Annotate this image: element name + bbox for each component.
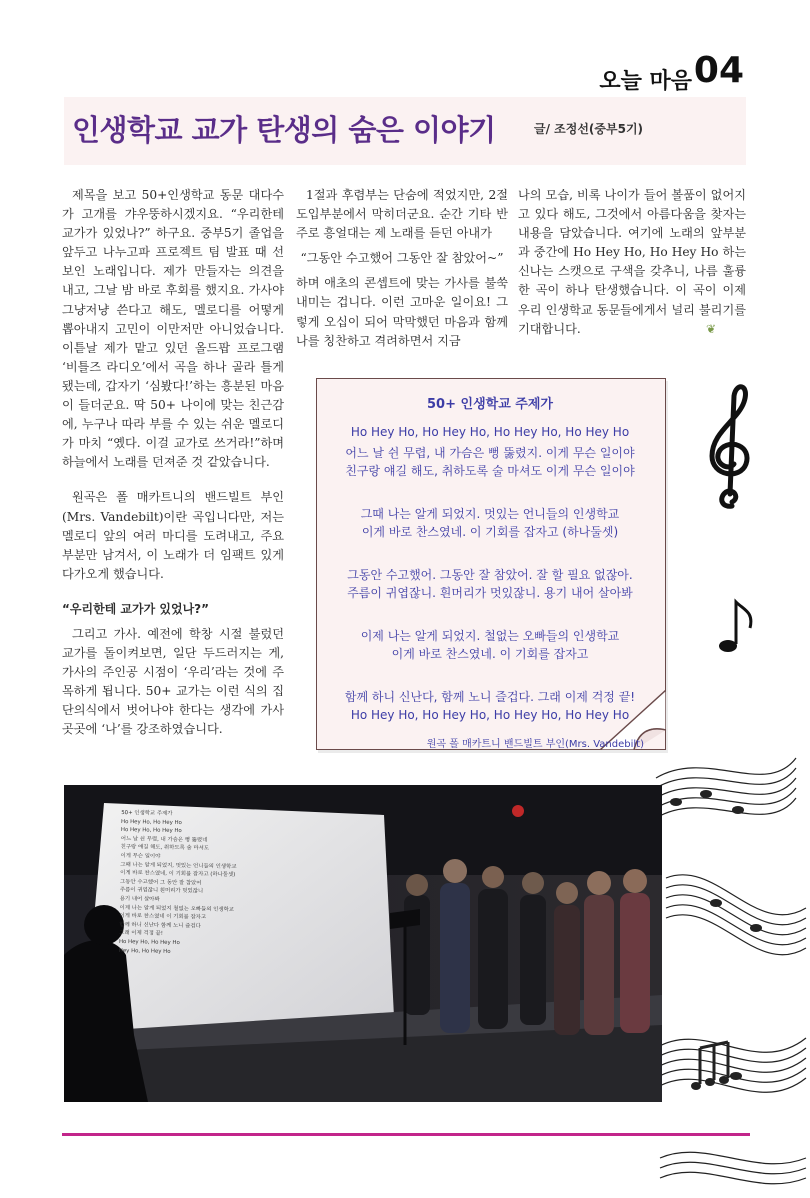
screen-line: 주름이 귀엽잖니 흰머리가 멋있잖니 [119,887,204,895]
screen-line: 그때 나는 알게 되었지, 멋있는 언니들의 인생학교 [120,861,237,870]
paragraph: 나의 모습, 비록 나이가 들어 볼품이 없어지고 있다 해도, 그것에서 아름다움을 찾자는 내용을 담았습니다. 여기에 노래의 앞부분과 중간에 Ho Hey Ho, Ho Hey Ho 하는 신나는 스캣으로 구색을 갖추니, 나름 훌륭한 곡이 하나 탄생했습니다. 이 곡이 이제 우리 인생학교 동문들에게서 널리 불리기를 기대합니다. [518,188,746,336]
article-column-1 [62,186,284,740]
screen-line: 함께 하니 신난다 함께 노니 즐겁다 [119,921,201,930]
paragraph: 원곡은 폴 매카트니의 밴드빌트 부인(Mrs. Vandebilt)이란 곡입니다만, 저는 멜로디 앞의 여러 마디를 도려내고, 주요 부분만 남겨서, 이 노래가 더 임팩트 있게 다가오게 했습니다. [62,490,284,581]
screen-line: 이게 바로 찬스였네 이 기회를 잡자고 [119,913,207,921]
page-title: 인생학교 교가 탄생의 숨은 이야기 [72,113,496,147]
section-number: 04 [693,50,744,91]
treble-clef-icon [700,376,760,516]
lyric-line: 친구랑 얘길 해도, 취하도록 술 마셔도 이게 무슨 일이야 [345,463,635,478]
screen-line: Ho Hey Ho, Ho Hey Ho [120,827,182,835]
lyric-line: Ho Hey Ho, Ho Hey Ho, Ho Hey Ho, Ho Hey Ho [350,707,630,722]
screen-line: 친구랑 얘길 해도, 취하도록 술 마셔도 [120,844,210,852]
screen-line: 이게 바로 찬스였네, 이 기회를 잡자고 (하나둘셋) [120,870,236,879]
verse [322,567,658,602]
byline: 글/ 조정선(중부5기) [534,122,644,136]
lyric-line: 함께 하니 신난다, 함께 노니 즐겁다. 그래 이제 걱정 끝! [344,690,636,704]
event-photo [64,785,662,1102]
lyric-line: 그때 나는 알게 되었지. 멋있는 언니들의 인생학교 [360,507,620,521]
quote: “그동안 수고했어 그동안 잘 참았어~” [300,251,504,266]
verse [322,445,658,480]
song-lyrics [322,396,658,754]
section-label: 오늘 마음 [599,69,692,94]
paragraph: 그리고 가사. 예전에 학창 시절 불렀던 교가를 돌이켜보면, 일단 두드러지는 게, 가사의 주인공 시점이 ‘우리’라는 것에 주목하게 됩니다. 50+ 교가는 이런 식의 집단의식에서 벗어나야 한다는 생각에 가사 곳곳에 ‘나’를 강조하였습니다. [62,626,284,737]
leaf-icon: ❦ [705,322,716,336]
projection-screen-text [119,809,352,959]
screen-line: 이제 나는 알게 되었지 철없는 오빠들의 인생학교 [119,904,235,913]
verse [322,628,658,663]
lyric-line: 어느 날 쉰 무렵, 내 가슴은 뻥 뚫렸지. 이게 무슨 일이야 [345,446,635,460]
screen-line: Ho Hey Ho, Ho Hey Ho [121,818,182,826]
music-staff-decoration [646,738,810,1198]
article-column-2 [296,186,508,351]
lyric-line: 이게 바로 찬스였네. 이 기회를 잡자고 (하나둘셋) [361,524,619,539]
screen-line: 50+ 인생학교 주제가 [121,810,173,817]
lyric-line: 그동안 수고했어. 그동안 잘 참았어. 잘 할 필요 없잖아. [347,568,633,582]
lyric-line: 이제 나는 알게 되었지. 철없는 오빠들의 인생학교 [360,629,620,643]
subheading: “우리한테 교가가 있었나?” [62,601,210,616]
paragraph: 하며 애초의 콘셉트에 맞는 가사를 불쑥 내미는 겁니다. 이런 고마운 일이요! 그렇게 오십이 되어 막막했던 마음과 함께 나를 칭찬하고 격려하면서 지금 [296,276,508,348]
verse [322,506,658,541]
paragraph: 제목을 보고 50+인생학교 동문 대다수가 고개를 갸우뚱하시겠지요. “우리한테 교가가 있었나?” 하구요. 중부5기 졸업을 앞두고 나누고파 프로젝트 팀 발표 때 선보인 노래입니다. 제가 만들자는 의견을 내고, 그날 밤 바로 후회를 했지요. 가사야 그냥저냥 쓴다고 해도, 멜로디를 어떻게 뽑아내지 고민이 이만저만 아니었습니다. 이튿날 제가 맡고 있던 올드팝 프로그램 ‘비틀즈 라디오’에서 곡을 하나 골라 틀게 됐는데, 갑자기 ‘심봤다!’하는 흥분된 마음이 들더군요. 딱 50+ 나이에 맞는 친근감에, 누구나 따라 부를 수 있는 쉬운 멜로디가 마치 “옜다. 이걸 교가로 쓰거라!”하며 하늘에서 노래를 던져준 것 같았습니다. [62,188,284,470]
screen-line: 이게 무슨 일이야 [120,852,161,860]
screen-line: 그동안 수고했어 그 동안 잘 참았어 [119,878,202,887]
music-note-icon [718,598,758,658]
screen-line: 그래 이제 걱정 끝! [119,930,163,938]
paragraph: 1절과 후렴부는 단숨에 적었지만, 2절 도입부분에서 막히더군요. 순간 기타 반주로 흥얼대는 제 노래를 듣던 아내가 [296,188,508,241]
article-column-3 [518,186,746,339]
verse [322,689,658,724]
song-title: 50+ 인생학교 주제가 [427,397,553,412]
bottom-rule [62,1133,750,1136]
lyric-line: 주름이 귀엽잖니. 흰머리가 멋있잖니. 용기 내어 살아봐 [347,585,633,600]
screen-line: 어느 날 쉰 무렵, 내 가슴은 뻥 뚫렸네 [120,835,208,844]
screen-line: Ho Hey Ho, Ho Hey Ho [118,938,180,946]
screen-line: Hey Ho, Ho Hey Ho [118,947,171,955]
lyric-line: 이게 바로 찬스였네. 이 기회를 잡자고 [391,646,589,661]
screen-line: 용기 내어 살아봐 [119,895,160,903]
lyric-line: Ho Hey Ho, Ho Hey Ho, Ho Hey Ho, Ho Hey Ho [350,424,630,439]
song-credit: 원곡 폴 매카트니 밴드빌트 부인(Mrs. Vandebilt) [426,739,644,750]
